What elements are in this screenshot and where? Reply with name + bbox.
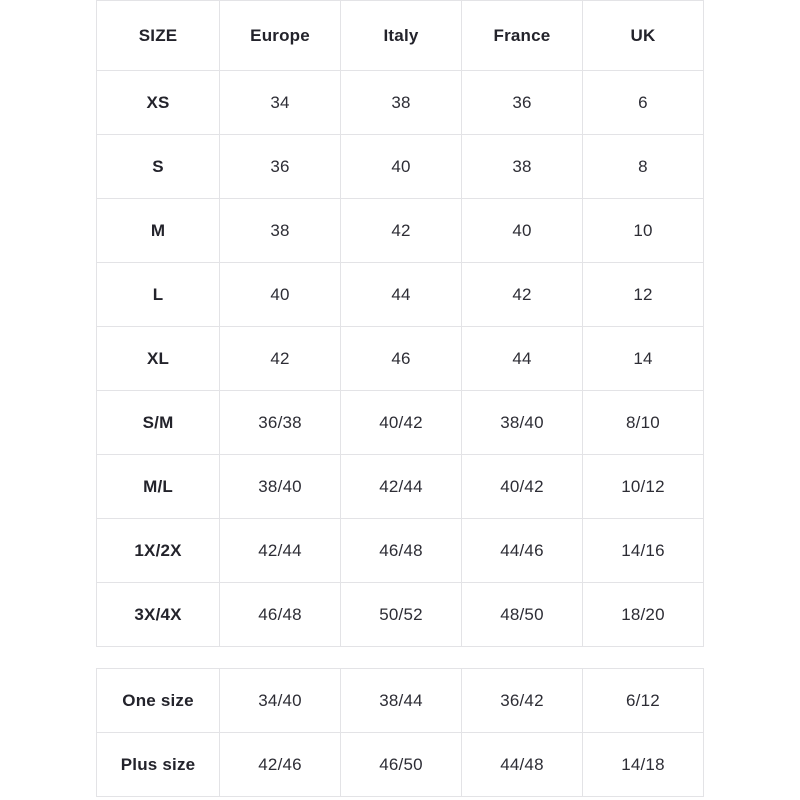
cell-uk: 10 <box>582 199 703 263</box>
cell-france: 36/42 <box>462 669 583 733</box>
table-row <box>97 733 704 797</box>
column-header-uk: UK <box>582 1 703 71</box>
size-conversion-table-wrapper <box>96 0 704 647</box>
cell-italy: 50/52 <box>341 583 462 647</box>
cell-europe: 42/46 <box>220 733 341 797</box>
cell-europe: 42/44 <box>220 519 341 583</box>
column-header-italy: Italy <box>341 1 462 71</box>
cell-europe: 36 <box>220 135 341 199</box>
table-row <box>97 519 704 583</box>
cell-europe: 40 <box>220 263 341 327</box>
cell-italy: 40/42 <box>341 391 462 455</box>
cell-uk: 18/20 <box>582 583 703 647</box>
cell-italy: 38/44 <box>341 669 462 733</box>
cell-italy: 40 <box>341 135 462 199</box>
row-label: S <box>97 135 220 199</box>
row-label: L <box>97 263 220 327</box>
cell-europe: 34 <box>220 71 341 135</box>
column-header-size: SIZE <box>97 1 220 71</box>
one-size-plus-size-table-wrapper <box>96 668 704 797</box>
cell-uk: 14/16 <box>582 519 703 583</box>
row-label: XS <box>97 71 220 135</box>
cell-france: 40/42 <box>462 455 583 519</box>
cell-uk: 6 <box>582 71 703 135</box>
cell-uk: 6/12 <box>582 669 703 733</box>
column-header-europe: Europe <box>220 1 341 71</box>
table-row <box>97 71 704 135</box>
cell-italy: 42 <box>341 199 462 263</box>
row-label: 1X/2X <box>97 519 220 583</box>
column-header-france: France <box>462 1 583 71</box>
table-row <box>97 199 704 263</box>
table-row <box>97 263 704 327</box>
cell-france: 36 <box>462 71 583 135</box>
cell-france: 42 <box>462 263 583 327</box>
row-label: M <box>97 199 220 263</box>
cell-uk: 12 <box>582 263 703 327</box>
table-row <box>97 455 704 519</box>
cell-uk: 14/18 <box>582 733 703 797</box>
row-label: 3X/4X <box>97 583 220 647</box>
cell-france: 48/50 <box>462 583 583 647</box>
table-row <box>97 669 704 733</box>
cell-italy: 38 <box>341 71 462 135</box>
cell-italy: 44 <box>341 263 462 327</box>
size-conversion-table <box>96 0 704 647</box>
row-label: M/L <box>97 455 220 519</box>
table-row <box>97 327 704 391</box>
cell-italy: 42/44 <box>341 455 462 519</box>
cell-europe: 38/40 <box>220 455 341 519</box>
cell-uk: 14 <box>582 327 703 391</box>
cell-europe: 34/40 <box>220 669 341 733</box>
row-label-plus-size: Plus size <box>97 733 220 797</box>
cell-france: 40 <box>462 199 583 263</box>
table-header-row <box>97 1 704 71</box>
one-size-plus-size-table <box>96 668 704 797</box>
cell-uk: 8 <box>582 135 703 199</box>
row-label-one-size: One size <box>97 669 220 733</box>
cell-italy: 46 <box>341 327 462 391</box>
table-row <box>97 135 704 199</box>
cell-europe: 38 <box>220 199 341 263</box>
cell-france: 44/46 <box>462 519 583 583</box>
table-row <box>97 391 704 455</box>
cell-uk: 8/10 <box>582 391 703 455</box>
table-row <box>97 583 704 647</box>
cell-italy: 46/48 <box>341 519 462 583</box>
cell-uk: 10/12 <box>582 455 703 519</box>
cell-france: 38 <box>462 135 583 199</box>
cell-europe: 36/38 <box>220 391 341 455</box>
row-label: S/M <box>97 391 220 455</box>
cell-france: 44/48 <box>462 733 583 797</box>
cell-europe: 46/48 <box>220 583 341 647</box>
cell-france: 38/40 <box>462 391 583 455</box>
cell-france: 44 <box>462 327 583 391</box>
row-label: XL <box>97 327 220 391</box>
cell-europe: 42 <box>220 327 341 391</box>
cell-italy: 46/50 <box>341 733 462 797</box>
